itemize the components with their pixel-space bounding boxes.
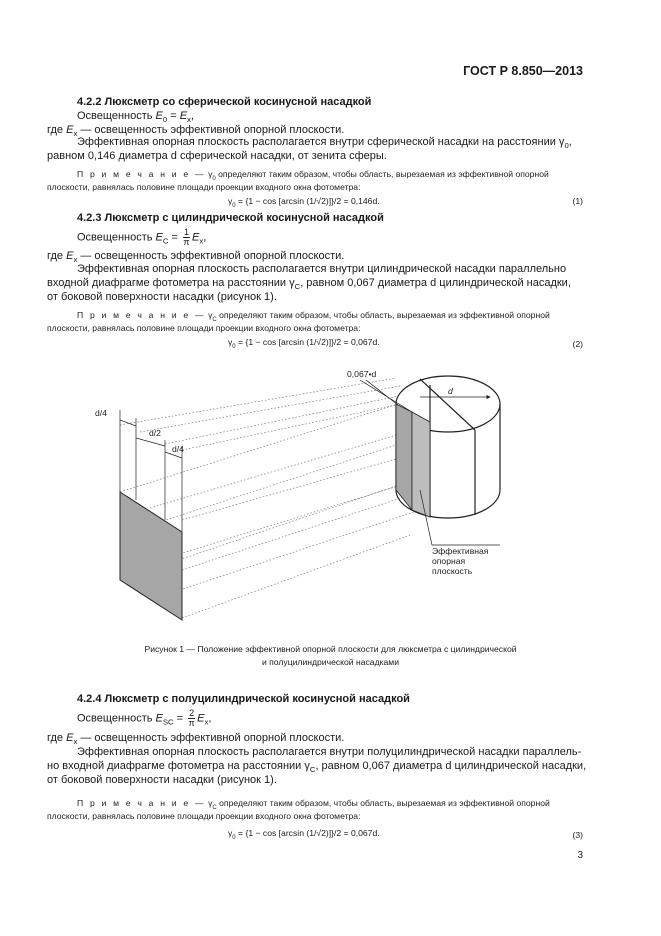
callout-line-1: Эффективная <box>432 546 489 556</box>
section-title-4-2-3: 4.2.3 Люксметр с цилиндрической косинусной насадкой <box>77 212 384 224</box>
paragraph-4-2-2-line2: равном 0,146 диаметра d сферической насадки, от зенита сферы. <box>47 150 387 162</box>
illuminance-formula-cylinder: Освещенность $E_C$ = $\frac{1}{\pi}$ $E_x$, <box>77 227 207 247</box>
note-4-2-4-line2: плоскости, равнялась половине площади проекции входного окна фотометра: <box>47 811 361 821</box>
paragraph-4-2-4-line1: Эффективная опорная плоскость располагается внутри полуцилиндрической насадки параллель- <box>77 746 582 758</box>
callout-line-2: опорная <box>432 556 466 566</box>
paragraph-4-2-4-line3: от боковой поверхности насадки (рисунок 1). <box>47 774 277 786</box>
note-4-2-2-line2: плоскости, равнялась половине площади проекции входного окна фотометра: <box>47 182 361 192</box>
paragraph-4-2-3-line2: входной диафрагме фотометра на расстоянии $\gamma_C$, равном 0,067 диаметра d цилиндрической насадки, <box>47 277 571 291</box>
formula-3: $\gamma_0 = \{1 - \cos [\arcsin$ (1/√2)]}/2 = 0,067d. <box>228 828 380 841</box>
formula-number-3: (3) <box>572 830 583 840</box>
label-d4-first: d/4 <box>95 408 107 418</box>
figure-caption-line2: и полуцилиндрической насадками <box>261 657 400 667</box>
note-4-2-3-line2: плоскости, равнялась половине площади проекции входного окна фотометра: <box>47 323 361 333</box>
note-4-2-2-line1: П р и м е ч а н и е — $\gamma_0$ определяют таким образом, чтобы область, вырезаемая из эффективной опорной <box>77 169 549 182</box>
page-number: 3 <box>577 850 583 861</box>
label-0067d: 0,067•d <box>347 369 377 379</box>
section-title-4-2-2: 4.2.2 Люксметр со сферической косинусной насадкой <box>77 96 372 108</box>
where-line-3: где $E_x$ — освещенность эффективной опорной плоскости. <box>47 732 345 746</box>
where-line-1: где $E_x$ — освещенность эффективной опорной плоскости. <box>47 124 345 138</box>
document-header: ГОСТ Р 8.850—2013 <box>463 64 583 78</box>
effective-reference-plane <box>396 404 412 510</box>
paragraph-4-2-3-line3: от боковой поверхности насадки (рисунок 1). <box>47 291 277 303</box>
callout-line-3: плоскость <box>432 566 473 576</box>
formula-number-2: (2) <box>572 339 583 349</box>
label-d2: d/2 <box>149 428 161 438</box>
paragraph-4-2-4-line2: но входной диафрагме фотометра на расстоянии $\gamma_C$, равном 0,067 диаметра d цилиндрической насадки, <box>47 760 587 774</box>
illuminance-formula-semicylinder: Освещенность $E_{SC}$ = $\frac{2}{\pi}$ $E_x$, <box>77 708 212 728</box>
note-4-2-3-line1: П р и м е ч а н и е — $\gamma_C$ определяют таким образом, чтобы область, вырезаемая из эффективной опорной <box>77 310 550 323</box>
photometer-input-window <box>120 492 182 620</box>
section-title-4-2-4: 4.2.4 Люксметр с полуцилиндрической косинусной насадкой <box>77 693 410 705</box>
paragraph-4-2-3-line1: Эффективная опорная плоскость располагается внутри цилиндрической насадки параллельно <box>77 263 567 275</box>
formula-2: $\gamma_0 = \{1 - \cos [\arcsin$ (1/√2)]}/2 = 0,067d. <box>228 337 380 350</box>
label-d-diameter: d <box>448 386 453 396</box>
paragraph-4-2-2-line1: Эффективная опорная плоскость располагается внутри сферической насадки на расстоянии $\gamma_0$, <box>77 136 572 150</box>
figure-caption-line1: Рисунок 1 — Положение эффективной опорной плоскости для люксметра с цилиндрической <box>144 644 517 654</box>
where-line-2: где $E_x$ — освещенность эффективной опорной плоскости. <box>47 250 345 264</box>
note-4-2-4-line1: П р и м е ч а н и е — $\gamma_C$ определяют таким образом, чтобы область, вырезаемая из эффективной опорной <box>77 798 550 811</box>
illuminance-formula-sphere: Освещенность $E_0 = E_x$, <box>77 110 194 124</box>
formula-1: $\gamma_0 = \{1 - \cos [\arcsin$ (1/√2)]}/2 = 0,146d. <box>228 196 380 209</box>
formula-number-1: (1) <box>572 196 583 206</box>
label-d4-second: d/4 <box>172 444 184 454</box>
